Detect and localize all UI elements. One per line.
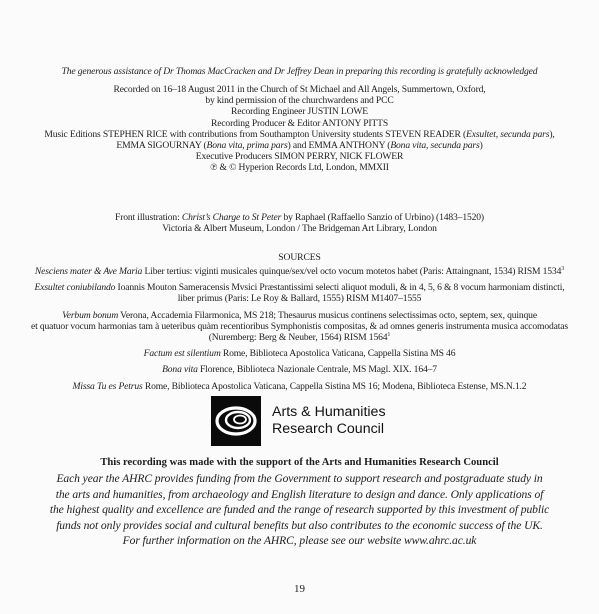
source-entry-4: Factum est silentium Rome, Biblioteca Apostolica Vaticana, Cappella Sistina MS 46 <box>143 348 456 360</box>
producer-credit: Recording Producer & Editor ANTONY PITTS <box>210 117 389 129</box>
sources-list <box>0 266 599 392</box>
front-illustration-line1: Front illustration: Christ’s Charge to St Peter by Raphael (Raffaello Sanzio of Urbino) (1483–1520) <box>115 212 484 223</box>
source-entry-2: Exsultet coniubilando Ioannis Mouton Sameracensis Mvsici Præstantissimi selecti aliquot moduli, & in 4, 5, 6 & 8 vocum harmoniam distincti, <box>34 282 565 294</box>
source-entry-3: Verbum bonum Verona, Accademia Filarmonica, MS 218; Thesaurus musicus continens selectissimas octo, septem, sex, quinque <box>62 309 537 321</box>
editions-credit-line2: EMMA SIGOURNAY (Bona vita, prima pars) and EMMA ANTHONY (Bona vita, secunda pars) <box>116 140 483 152</box>
ahrc-logo-line1: Arts & Humanities <box>272 404 386 420</box>
ahrc-description <box>0 471 599 549</box>
ahrc-description-line3: the highest quality and excellence are funded and the range of research supported by this investment of public <box>49 503 550 517</box>
acknowledgement: The generous assistance of Dr Thomas MacCracken and Dr Jeffrey Dean in preparing this recording is gratefully acknowledged <box>61 66 538 77</box>
ahrc-description-line4: funds not only provides social and cultural benefits but also contributes to the economic success of the UK. <box>56 518 543 532</box>
ahrc-swirl-icon <box>211 396 261 446</box>
ahrc-logo-text <box>272 404 386 437</box>
ahrc-description-line5: For further information on the AHRC, please see our website www.ahrc.ac.uk <box>122 534 477 548</box>
ahrc-description-line2: the arts and humanities, from archaeology and English literature to design and dance. Only applications of <box>55 487 544 501</box>
source-entry-3-cont2: (Nuremberg: Berg & Neuber, 1564) RISM 1564$^1$ <box>208 331 391 344</box>
editions-credit-line1: Music Editions STEPHEN RICE with contributions from Southampton University students STEVEN READER (Exsultet, secunda pars), <box>44 128 555 140</box>
engineer-credit: Recording Engineer JUSTIN LOWE <box>231 106 368 118</box>
page-number: 19 <box>294 583 305 595</box>
recorded-permission-line: by kind permission of the churchwardens and PCC <box>205 95 394 107</box>
copyright-line: ℗ & © Hyperion Records Ltd, London, MMXII <box>210 162 389 174</box>
sources-heading: SOURCES <box>278 252 321 263</box>
support-heading: This recording was made with the support of the Arts and Humanities Research Council <box>100 457 499 468</box>
source-entry-5: Bona vita Florence, Biblioteca Nazionale Centrale, MS Magl. XIX. 164–7 <box>162 364 437 376</box>
ahrc-logo <box>211 396 391 446</box>
recording-credits <box>0 84 599 174</box>
source-entry-6: Missa Tu es Petrus Rome, Biblioteca Apostolica Vaticana, Cappella Sistina MS 16; Modena, Biblioteca Estense, MS.N.1.2 <box>72 380 527 392</box>
ahrc-logo-line2: Research Council <box>272 420 384 437</box>
executive-producers: Executive Producers SIMON PERRY, NICK FLOWER <box>195 151 404 163</box>
front-illustration-line2: Victoria & Albert Museum, London / The Bridgeman Art Library, London <box>162 223 437 235</box>
source-entry-1: Nesciens mater & Ave Maria Liber tertius: viginti musicales quinque/sex/vel octo vocum motetos habet (Paris: Attaingnant, 1534) RISM 1534$^3$ <box>34 265 565 277</box>
source-entry-3-cont: et quatuor vocum harmonias tam à ueteribus quàm recentioribus Symphonistis compositas, & ad omnes generis instrumenta musica accomodatas <box>31 320 568 332</box>
source-entry-2-cont: liber primus (Paris: Le Roy & Ballard, 1555) RISM M1407–1555 <box>177 293 422 305</box>
front-illustration-credit <box>0 212 599 234</box>
recorded-line: Recorded on 16–18 August 2011 in the Church of St Michael and All Angels, Summertown, Oxford, <box>113 84 486 95</box>
ahrc-description-line1: Each year the AHRC provides funding from the Government to support research and postgraduate study in <box>56 472 543 485</box>
